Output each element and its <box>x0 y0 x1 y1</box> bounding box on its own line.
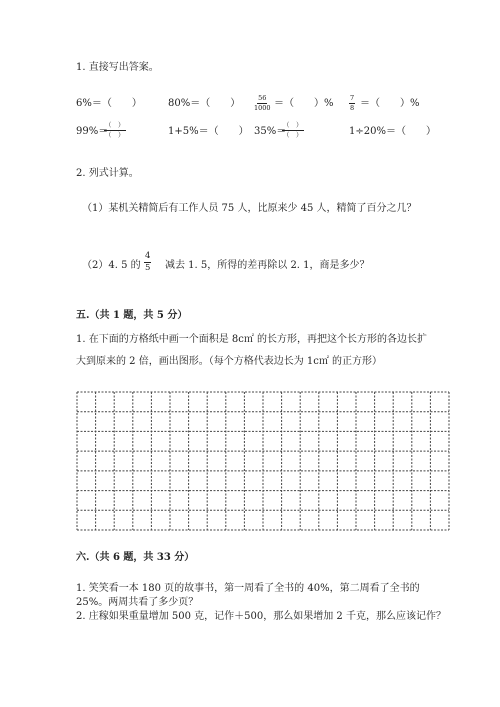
q1-item-4-rest: ＝（ ）% <box>360 98 420 109</box>
square-grid-paper <box>76 391 450 531</box>
fraction-denominator: 5 <box>145 262 151 273</box>
part6-question-2: 2. 庄稼如果重量增加 500 克，记作＋500，那么如果增加 2 千克，那么应该记作？ <box>76 611 446 622</box>
fraction-denominator: （ ） <box>283 130 303 139</box>
fraction-numerator: 4 <box>145 251 151 261</box>
part6-heading: 六.（共 6 题，共 33 分） <box>76 552 195 563</box>
q1-item-5-prefix: 99%＝ <box>76 126 109 137</box>
section2-title: 2. 列式计算。 <box>76 168 139 179</box>
fraction-numerator: 7 <box>350 94 355 102</box>
q1-item-3-fraction <box>254 95 271 111</box>
q1-item-4-fraction <box>349 95 355 111</box>
calc-question-2-prefix: （2）4. 5 的 <box>82 260 141 271</box>
q1-item-3-rest: ＝（ ）% <box>274 98 334 109</box>
part5-question-line1: 1. 在下面的方格纸中画一个面积是 8c㎡ 的长方形，再把这个长方形的各边长扩 <box>76 334 428 345</box>
part5-heading: 五.（共 1 题，共 5 分） <box>76 310 188 321</box>
q1-item-5-fraction <box>104 122 126 138</box>
fraction-denominator: （ ） <box>105 130 125 139</box>
part6-question-1-line2: 25%。两周共看了多少页？ <box>76 597 199 608</box>
fraction-denominator: 1000 <box>254 103 271 112</box>
calc-question-1: （1）某机关精简后有工作人员 75 人，比原来少 45 人，精简了百分之几？ <box>82 203 417 214</box>
q1-item-8: 1÷20%＝（ ） <box>349 126 436 137</box>
fraction-numerator: 56 <box>258 94 267 102</box>
fraction-denominator: 8 <box>350 103 355 112</box>
fraction-numerator: （ ） <box>105 121 125 129</box>
q1-item-6: 1+5%＝（ ） <box>168 126 249 137</box>
q1-item-1: 6%＝（ ） <box>76 98 142 109</box>
q1-item-7-fraction <box>282 122 304 138</box>
calc-question-2-rest: 减去 1. 5，所得的差再除以 2. 1，商是多少？ <box>165 260 370 271</box>
section1-title: 1. 直接写出答案。 <box>76 62 159 73</box>
part5-question-line2: 大到原来的 2 倍，画出图形。（每个方格代表边长为 1c㎡ 的正方形） <box>76 356 383 367</box>
calc-question-2-fraction <box>144 252 151 272</box>
q1-item-7-prefix: 35%＝ <box>254 126 287 137</box>
fraction-numerator: （ ） <box>283 121 303 129</box>
part6-question-1-line1: 1. 笑笑看一本 180 页的故事书，第一周看了全书的 40%，第二周看了全书的 <box>76 583 420 594</box>
q1-item-2: 80%＝（ ） <box>168 98 241 109</box>
